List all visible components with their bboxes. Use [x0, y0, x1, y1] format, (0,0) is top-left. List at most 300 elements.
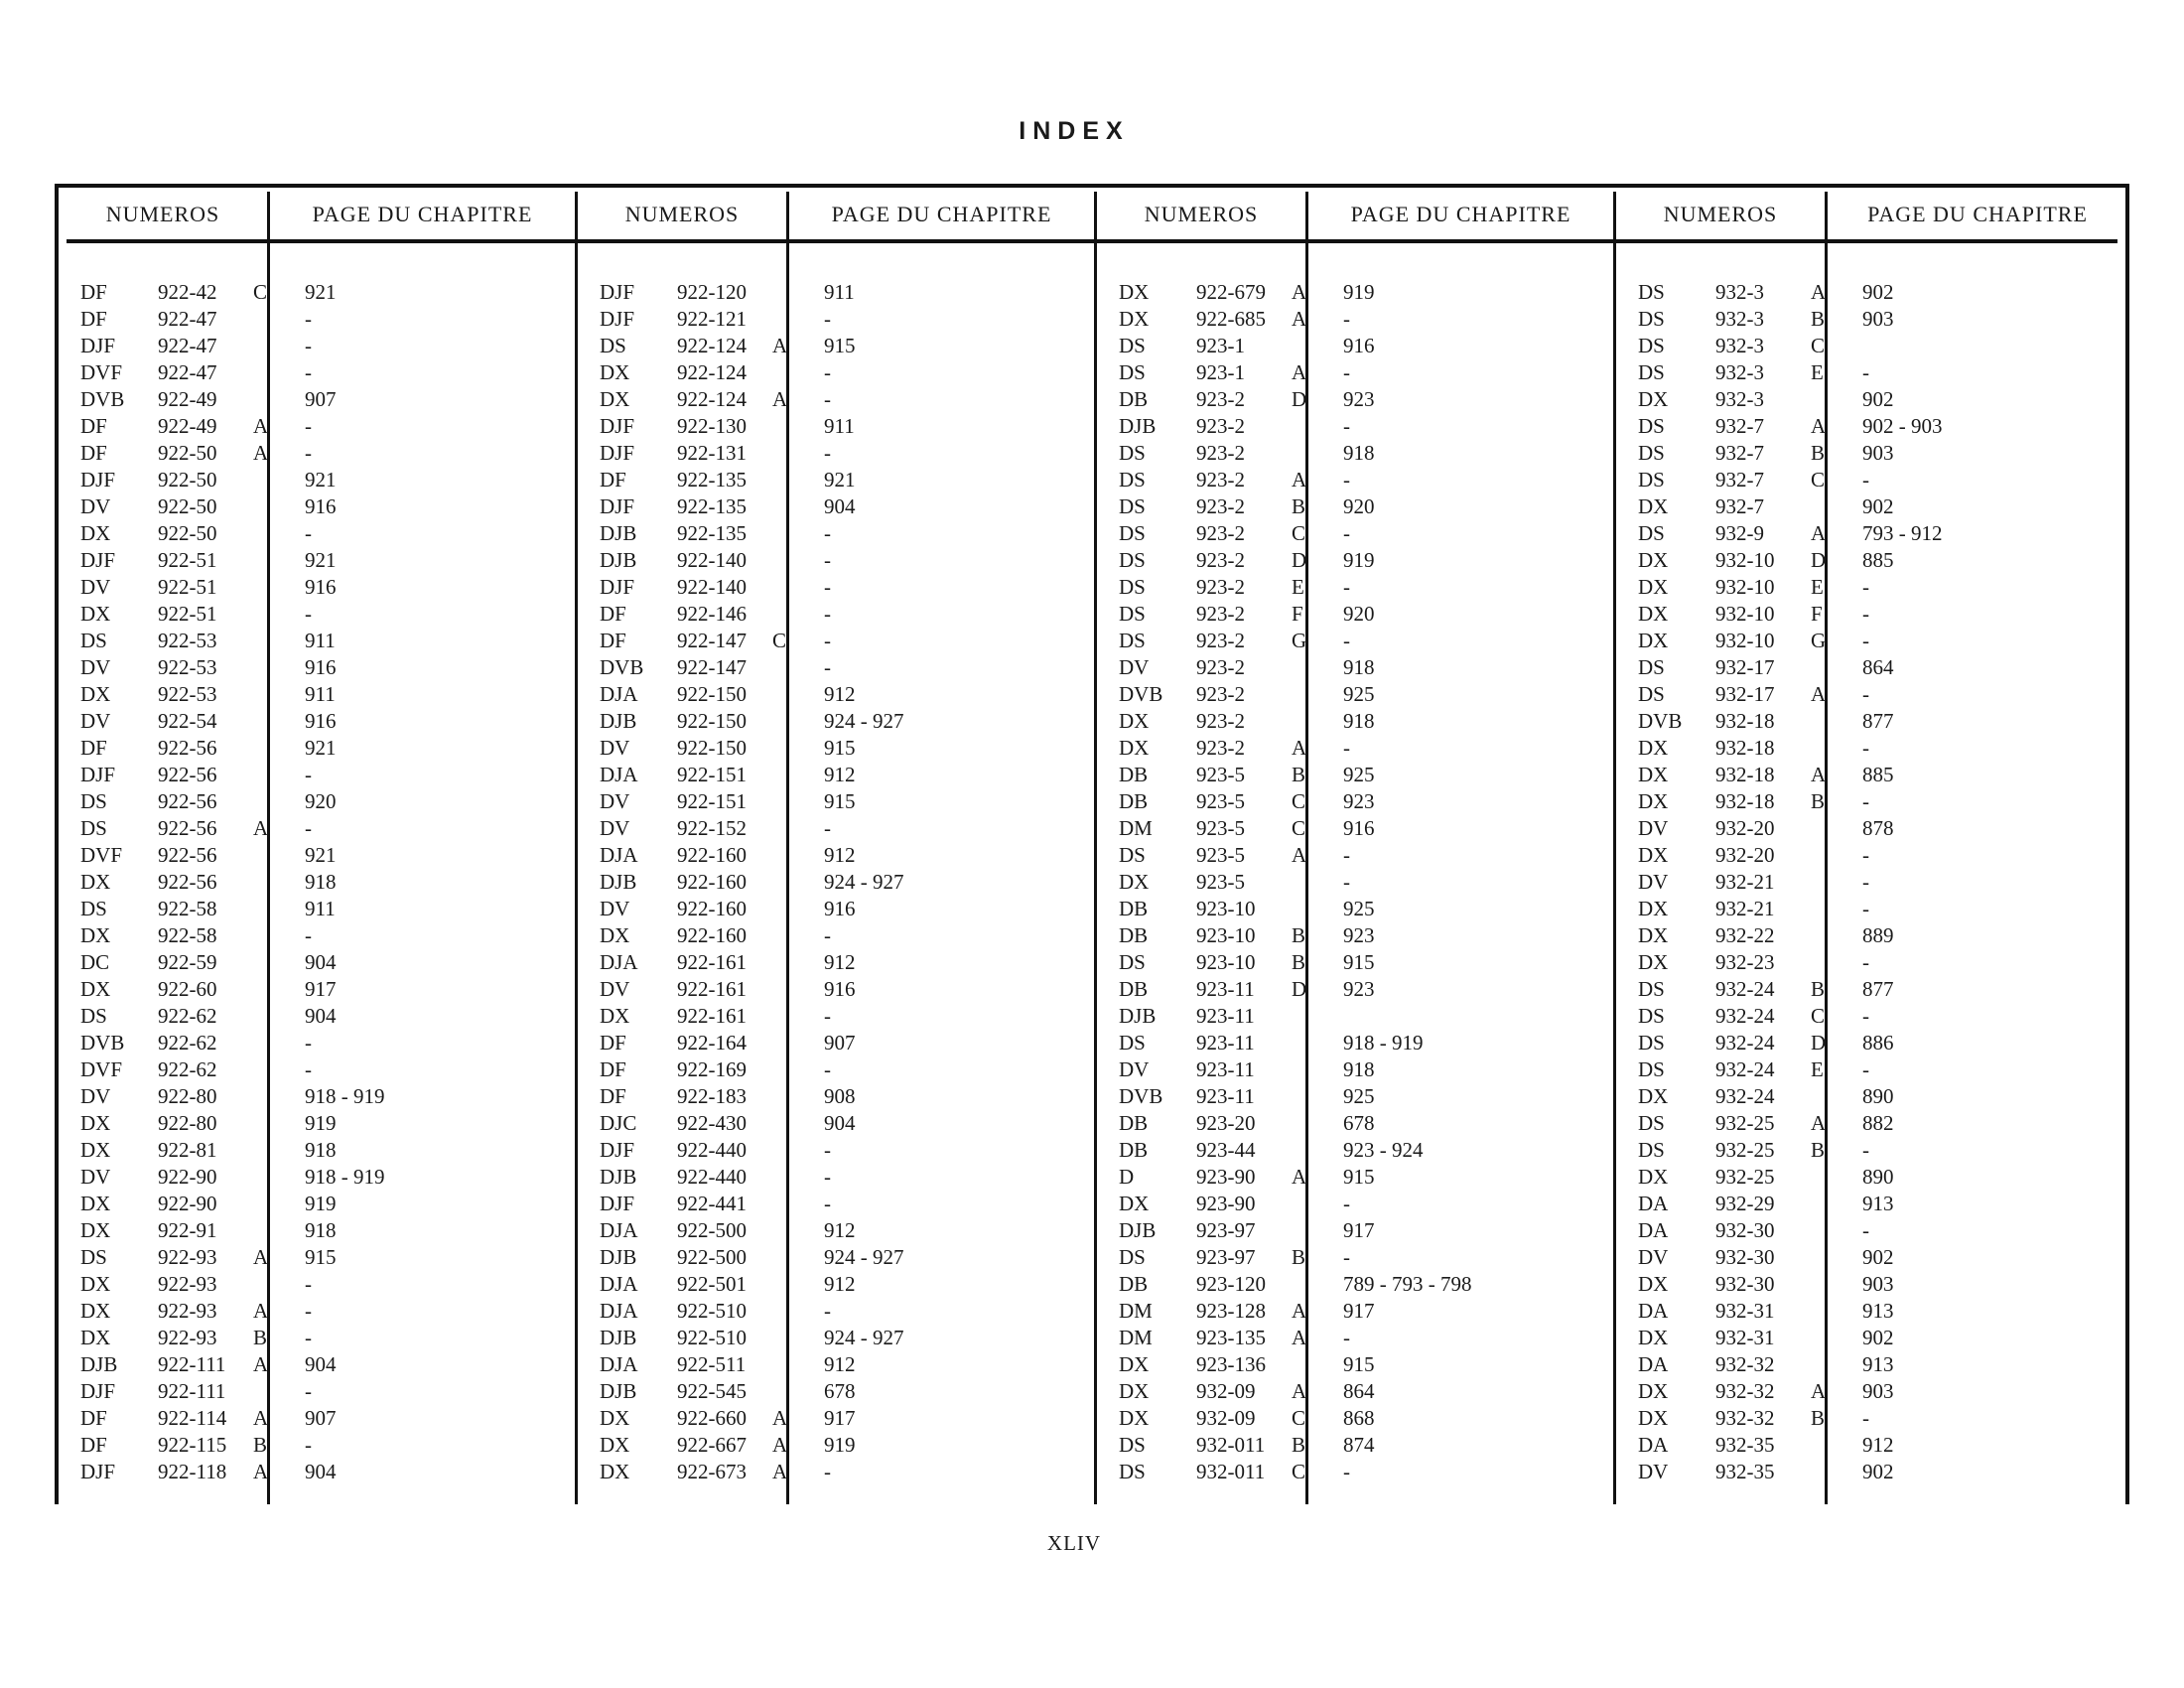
- row-prefix: DF: [600, 602, 626, 626]
- row-number: 932-32: [1715, 1352, 1775, 1376]
- row-number: 922-62: [158, 1004, 217, 1028]
- index-row: [59, 279, 575, 306]
- index-row: [1097, 1325, 1613, 1351]
- row-prefix: DB: [1119, 789, 1149, 813]
- index-row: [1097, 1110, 1613, 1137]
- row-page: 902: [1862, 387, 1894, 411]
- row-number: 923-2: [1196, 629, 1245, 652]
- row-page: 924 - 927: [824, 1326, 904, 1349]
- row-prefix: DS: [1638, 682, 1665, 706]
- row-page: 916: [824, 977, 856, 1001]
- row-prefix: DV: [1638, 1460, 1669, 1483]
- index-row: [1616, 306, 2127, 333]
- row-prefix: DJF: [80, 763, 116, 786]
- row-page: -: [305, 521, 312, 545]
- row-number: 923-120: [1196, 1272, 1266, 1296]
- row-suffix: C: [1292, 816, 1306, 840]
- row-page: 918: [305, 1218, 337, 1242]
- row-number: 923-1: [1196, 334, 1245, 357]
- row-suffix: B: [1292, 763, 1306, 786]
- row-page: -: [1343, 870, 1350, 894]
- row-suffix: A: [253, 1299, 269, 1323]
- index-row: [59, 735, 575, 762]
- row-number: 923-5: [1196, 789, 1245, 813]
- row-prefix: DB: [1119, 923, 1149, 947]
- row-page: 913: [1862, 1299, 1894, 1323]
- row-suffix: D: [1292, 977, 1307, 1001]
- row-suffix: D: [1811, 1031, 1827, 1055]
- row-suffix: C: [1292, 789, 1306, 813]
- header-page-du-chapitre: PAGE DU CHAPITRE: [1350, 202, 1571, 226]
- row-number: 923-2: [1196, 548, 1245, 572]
- row-number: 922-510: [677, 1299, 747, 1323]
- row-prefix: DA: [1638, 1433, 1669, 1457]
- row-suffix: B: [1811, 1138, 1826, 1162]
- row-page: 920: [1343, 602, 1375, 626]
- row-prefix: DJF: [80, 334, 116, 357]
- index-row: [578, 869, 1094, 896]
- row-prefix: DS: [1638, 414, 1665, 438]
- row-prefix: DX: [1638, 950, 1669, 974]
- row-page: 915: [1343, 1165, 1375, 1189]
- row-number: 922-164: [677, 1031, 747, 1055]
- row-number: 923-2: [1196, 494, 1245, 518]
- row-page: 921: [305, 280, 337, 304]
- row-prefix: DX: [80, 521, 111, 545]
- row-number: 932-29: [1715, 1192, 1775, 1215]
- index-row: [1616, 413, 2127, 440]
- row-prefix: DF: [600, 629, 626, 652]
- row-prefix: DX: [1119, 1192, 1150, 1215]
- row-number: 922-679: [1196, 280, 1266, 304]
- row-page: 912: [824, 843, 856, 867]
- row-page: 911: [824, 414, 855, 438]
- row-prefix: DB: [1119, 763, 1149, 786]
- row-page: 918 - 919: [305, 1165, 385, 1189]
- row-number: 922-501: [677, 1272, 747, 1296]
- row-number: 923-135: [1196, 1326, 1266, 1349]
- index-row: [1097, 467, 1613, 493]
- row-number: 922-673: [677, 1460, 747, 1483]
- index-table: [55, 184, 2129, 1504]
- row-page: -: [824, 1138, 831, 1162]
- row-number: 922-47: [158, 307, 217, 331]
- row-prefix: DJF: [80, 1460, 116, 1483]
- row-prefix: DX: [80, 1192, 111, 1215]
- index-row: [1616, 628, 2127, 654]
- row-page: -: [824, 1057, 831, 1081]
- row-page: 907: [824, 1031, 856, 1055]
- index-row: [1616, 547, 2127, 574]
- index-row: [578, 386, 1094, 413]
- row-number: 922-183: [677, 1084, 747, 1108]
- row-page: 920: [305, 789, 337, 813]
- index-row: [1097, 1083, 1613, 1110]
- row-page: 902: [1862, 280, 1894, 304]
- row-prefix: DX: [600, 1004, 630, 1028]
- row-page: 921: [305, 736, 337, 760]
- row-page: -: [1862, 950, 1869, 974]
- row-prefix: DS: [1119, 1245, 1146, 1269]
- index-row: [578, 1405, 1094, 1432]
- index-row: [578, 628, 1094, 654]
- index-row: [1616, 1244, 2127, 1271]
- row-number: 922-59: [158, 950, 217, 974]
- row-prefix: DJF: [600, 414, 635, 438]
- row-page: -: [1862, 843, 1869, 867]
- index-row: [1097, 386, 1613, 413]
- index-row: [59, 413, 575, 440]
- row-page: 916: [1343, 816, 1375, 840]
- index-row: [1097, 922, 1613, 949]
- row-page: -: [824, 387, 831, 411]
- row-page: 925: [1343, 682, 1375, 706]
- row-number: 923-5: [1196, 816, 1245, 840]
- row-prefix: DX: [600, 360, 630, 384]
- row-suffix: A: [1811, 682, 1827, 706]
- index-row: [1616, 574, 2127, 601]
- index-row: [1616, 279, 2127, 306]
- index-row: [578, 1164, 1094, 1191]
- row-number: 932-21: [1715, 870, 1775, 894]
- index-row: [578, 708, 1094, 735]
- row-suffix: G: [1811, 629, 1827, 652]
- row-prefix: DF: [600, 468, 626, 492]
- row-number: 932-7: [1715, 441, 1764, 465]
- row-page: 915: [824, 789, 856, 813]
- row-prefix: DV: [600, 789, 630, 813]
- row-prefix: DJC: [600, 1111, 637, 1135]
- row-page: 902: [1862, 494, 1894, 518]
- row-number: 932-30: [1715, 1245, 1775, 1269]
- row-prefix: DS: [80, 816, 107, 840]
- index-row: [578, 1003, 1094, 1030]
- row-page: 678: [1343, 1111, 1375, 1135]
- row-number: 922-510: [677, 1326, 747, 1349]
- index-row: [1097, 493, 1613, 520]
- row-number: 922-441: [677, 1192, 747, 1215]
- row-number: 922-93: [158, 1245, 217, 1269]
- index-row: [1616, 1325, 2127, 1351]
- row-suffix: A: [1292, 843, 1307, 867]
- index-row: [1097, 1378, 1613, 1405]
- row-suffix: C: [1292, 1406, 1306, 1430]
- index-row: [1616, 493, 2127, 520]
- index-row: [1616, 1271, 2127, 1298]
- index-row: [59, 1405, 575, 1432]
- row-page: 921: [305, 843, 337, 867]
- index-row: [578, 1432, 1094, 1459]
- row-page: 913: [1862, 1352, 1894, 1376]
- header-page-du-chapitre: PAGE DU CHAPITRE: [1867, 202, 2088, 226]
- row-number: 923-2: [1196, 655, 1245, 679]
- row-prefix: DS: [1119, 441, 1146, 465]
- row-number: 922-440: [677, 1138, 747, 1162]
- row-page: -: [824, 575, 831, 599]
- row-page: 889: [1862, 923, 1894, 947]
- row-number: 932-18: [1715, 789, 1775, 813]
- row-prefix: DVB: [1119, 1084, 1163, 1108]
- row-number: 932-35: [1715, 1433, 1775, 1457]
- index-row: [1097, 842, 1613, 869]
- row-prefix: DA: [1638, 1218, 1669, 1242]
- row-prefix: DV: [600, 736, 630, 760]
- row-number: 922-58: [158, 923, 217, 947]
- header-numeros: NUMEROS: [624, 202, 740, 226]
- row-page: 911: [305, 897, 336, 920]
- row-page: 912: [1862, 1433, 1894, 1457]
- row-prefix: DX: [80, 1272, 111, 1296]
- row-number: 932-17: [1715, 682, 1775, 706]
- row-page: 904: [305, 1460, 337, 1483]
- row-prefix: DX: [80, 1111, 111, 1135]
- row-page: 918: [305, 1138, 337, 1162]
- row-prefix: DJB: [600, 870, 637, 894]
- index-row: [578, 333, 1094, 359]
- page-title: INDEX: [1019, 117, 1130, 145]
- row-number: 923-10: [1196, 950, 1256, 974]
- row-number: 922-56: [158, 843, 217, 867]
- row-prefix: DX: [600, 1406, 630, 1430]
- row-page: -: [1862, 1138, 1869, 1162]
- index-rows: [59, 279, 575, 1485]
- row-prefix: DJF: [600, 280, 635, 304]
- row-suffix: A: [1292, 1165, 1307, 1189]
- row-prefix: DS: [1119, 548, 1146, 572]
- row-prefix: DX: [1638, 575, 1669, 599]
- row-prefix: DS: [1638, 1138, 1665, 1162]
- row-prefix: DJF: [600, 494, 635, 518]
- row-suffix: G: [1292, 629, 1307, 652]
- index-row: [59, 1164, 575, 1191]
- row-prefix: DJA: [600, 843, 638, 867]
- index-row: [59, 1378, 575, 1405]
- row-suffix: C: [1292, 521, 1306, 545]
- row-number: 932-17: [1715, 655, 1775, 679]
- row-prefix: DJF: [600, 575, 635, 599]
- row-number: 932-7: [1715, 414, 1764, 438]
- index-row: [1616, 440, 2127, 467]
- row-suffix: A: [772, 1433, 788, 1457]
- row-prefix: DS: [1638, 441, 1665, 465]
- index-row: [578, 1056, 1094, 1083]
- row-prefix: DX: [1638, 1406, 1669, 1430]
- row-suffix: E: [1292, 575, 1304, 599]
- row-number: 922-150: [677, 709, 747, 733]
- row-prefix: DJF: [600, 307, 635, 331]
- index-row: [1616, 1110, 2127, 1137]
- index-row: [59, 520, 575, 547]
- row-number: 922-147: [677, 655, 747, 679]
- row-number: 922-111: [158, 1352, 226, 1376]
- row-page: -: [1862, 870, 1869, 894]
- row-number: 932-24: [1715, 1084, 1775, 1108]
- row-number: 932-23: [1715, 950, 1775, 974]
- row-suffix: A: [772, 1406, 788, 1430]
- row-prefix: DX: [600, 1433, 630, 1457]
- row-page: -: [1343, 1245, 1350, 1269]
- index-row: [1616, 1217, 2127, 1244]
- row-prefix: DJA: [600, 1352, 638, 1376]
- row-prefix: DJB: [600, 521, 637, 545]
- row-prefix: DJB: [600, 1379, 637, 1403]
- row-prefix: DF: [80, 736, 107, 760]
- row-number: 922-50: [158, 468, 217, 492]
- row-number: 923-2: [1196, 736, 1245, 760]
- row-suffix: B: [253, 1433, 268, 1457]
- row-prefix: DJB: [600, 709, 637, 733]
- row-number: 922-140: [677, 548, 747, 572]
- row-suffix: B: [1811, 789, 1826, 813]
- row-page: 917: [824, 1406, 856, 1430]
- row-number: 932-35: [1715, 1460, 1775, 1483]
- row-number: 922-118: [158, 1460, 227, 1483]
- index-row: [1616, 788, 2127, 815]
- row-prefix: DA: [1638, 1299, 1669, 1323]
- index-row: [1097, 654, 1613, 681]
- index-row: [59, 1003, 575, 1030]
- row-prefix: DS: [600, 334, 626, 357]
- index-row: [1616, 520, 2127, 547]
- index-row: [1097, 628, 1613, 654]
- index-row: [1616, 815, 2127, 842]
- row-page: 924 - 927: [824, 709, 904, 733]
- row-page: 919: [305, 1111, 337, 1135]
- row-suffix: A: [1811, 521, 1827, 545]
- row-suffix: C: [1811, 334, 1826, 357]
- row-page: 864: [1343, 1379, 1375, 1403]
- index-row: [1616, 1083, 2127, 1110]
- row-number: 923-128: [1196, 1299, 1266, 1323]
- row-suffix: D: [1292, 387, 1307, 411]
- index-row: [578, 654, 1094, 681]
- index-row: [578, 413, 1094, 440]
- index-row: [578, 896, 1094, 922]
- row-prefix: DS: [80, 629, 107, 652]
- row-prefix: DS: [1638, 468, 1665, 492]
- column-group-1: [59, 188, 575, 1504]
- row-number: 922-56: [158, 870, 217, 894]
- row-suffix: A: [1811, 1379, 1827, 1403]
- row-suffix: A: [1292, 1326, 1307, 1349]
- row-page: 918 - 919: [1343, 1031, 1424, 1055]
- row-page: 917: [1343, 1218, 1375, 1242]
- index-row: [59, 493, 575, 520]
- index-row: [1097, 1271, 1613, 1298]
- row-number: 932-24: [1715, 1057, 1775, 1081]
- row-prefix: DB: [1119, 897, 1149, 920]
- row-page: 916: [1343, 334, 1375, 357]
- index-row: [578, 1351, 1094, 1378]
- row-page: -: [305, 441, 312, 465]
- row-number: 922-62: [158, 1057, 217, 1081]
- row-number: 923-10: [1196, 897, 1256, 920]
- row-page: 923 - 924: [1343, 1138, 1424, 1162]
- row-page: -: [824, 1004, 831, 1028]
- row-page: -: [305, 334, 312, 357]
- row-page: -: [1343, 414, 1350, 438]
- index-row: [1097, 1191, 1613, 1217]
- row-prefix: DX: [1119, 1379, 1150, 1403]
- row-suffix: A: [253, 441, 269, 465]
- row-prefix: DX: [1638, 789, 1669, 813]
- row-number: 922-124: [677, 334, 747, 357]
- row-number: 923-5: [1196, 843, 1245, 867]
- row-page: -: [1343, 1192, 1350, 1215]
- row-number: 932-09: [1196, 1379, 1256, 1403]
- index-row: [1616, 654, 2127, 681]
- row-number: 922-440: [677, 1165, 747, 1189]
- row-page: -: [1862, 629, 1869, 652]
- row-page: 911: [305, 682, 336, 706]
- row-suffix: A: [1292, 307, 1307, 331]
- row-number: 922-500: [677, 1245, 747, 1269]
- index-row: [59, 547, 575, 574]
- index-row: [1616, 333, 2127, 359]
- row-page: -: [1862, 602, 1869, 626]
- header-page-du-chapitre: PAGE DU CHAPITRE: [831, 202, 1052, 226]
- row-prefix: DF: [80, 1433, 107, 1457]
- row-suffix: B: [1292, 923, 1306, 947]
- row-page: 864: [1862, 655, 1894, 679]
- row-number: 922-685: [1196, 307, 1266, 331]
- header-page-du-chapitre: PAGE DU CHAPITRE: [312, 202, 533, 226]
- index-row: [1097, 1003, 1613, 1030]
- index-row: [1097, 896, 1613, 922]
- row-suffix: B: [1811, 1406, 1826, 1430]
- row-prefix: DJB: [600, 1165, 637, 1189]
- row-prefix: DF: [600, 1084, 626, 1108]
- index-row: [578, 681, 1094, 708]
- row-suffix: E: [1811, 1057, 1824, 1081]
- index-row: [578, 1030, 1094, 1056]
- row-number: 932-011: [1196, 1460, 1266, 1483]
- row-prefix: DB: [1119, 1111, 1149, 1135]
- row-prefix: DF: [80, 441, 107, 465]
- row-prefix: DV: [1119, 1057, 1150, 1081]
- row-page: 915: [824, 736, 856, 760]
- row-prefix: DS: [1638, 1057, 1665, 1081]
- row-prefix: DS: [1119, 575, 1146, 599]
- row-number: 922-667: [677, 1433, 747, 1457]
- row-number: 922-93: [158, 1272, 217, 1296]
- row-number: 923-97: [1196, 1245, 1256, 1269]
- row-prefix: DS: [80, 1004, 107, 1028]
- row-prefix: DV: [1119, 655, 1150, 679]
- row-prefix: DM: [1119, 816, 1153, 840]
- row-number: 922-49: [158, 414, 217, 438]
- row-page: -: [1862, 736, 1869, 760]
- row-page: 923: [1343, 923, 1375, 947]
- row-number: 922-660: [677, 1406, 747, 1430]
- row-page: 904: [824, 494, 856, 518]
- row-prefix: DJF: [600, 441, 635, 465]
- row-prefix: DJF: [600, 1192, 635, 1215]
- index-row: [1616, 467, 2127, 493]
- row-number: 922-54: [158, 709, 217, 733]
- row-number: 932-31: [1715, 1299, 1775, 1323]
- row-page: 902: [1862, 1460, 1894, 1483]
- row-page: -: [1862, 789, 1869, 813]
- row-prefix: DX: [1119, 1352, 1150, 1376]
- row-suffix: C: [1811, 1004, 1826, 1028]
- row-prefix: DM: [1119, 1326, 1153, 1349]
- row-page: 924 - 927: [824, 870, 904, 894]
- index-row: [59, 788, 575, 815]
- row-page: -: [305, 763, 312, 786]
- row-number: 932-10: [1715, 548, 1775, 572]
- row-suffix: C: [772, 629, 787, 652]
